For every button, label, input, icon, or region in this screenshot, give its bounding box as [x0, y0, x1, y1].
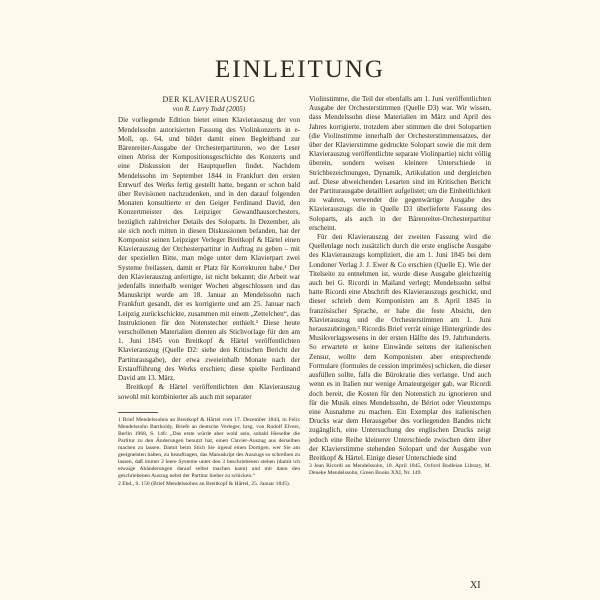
- footnote-divider: [118, 412, 158, 413]
- paragraph: Die vorliegende Edition bietet einen Klavierauszug der von Mendelssohn autorisierten Fassung des Violinkonzerts in e-Moll, op. 64, und bildet damit einen Begleitband zur Bärenreiter-Ausgabe der Orchesterpartituren, wo der Leser einen Abriss der Kompositionsgeschichte des Konzerts und eine Diskussion der Hauptquellen findet. Nachdem Mendelssohn im September 1844 in Frankfurt den ersten Entwurf des Werks fertig gestellt hatte, begann er schon bald über Revisionen nachzudenken, und in den darauf folgenden Monaten konsultierte er den Geiger Ferdinand David, den Konzertmeister des Leipziger Gewandhausorchesters, bezüglich zahlreicher Details des Soloparts. In Dezember, als sie sich noch mitten in diesen Diskussionen befanden, hat der Komponist seinen Leipziger Verleger Breitkopf & Härtel einen Klavierauszug der Orchesterpartitur in Auftrag zu geben – mit der speziellen Bitte, man möge unter dem Klavierpart zwei Systeme freilassen, damit er Platz für Korrekturen habe.¹ Der den Klavierauszug anfertigte, ist nicht bekannt; die Arbeit war jedenfalls innerhalb weniger Wochen abgeschlossen und das Manuskript wurde am 18. Januar an Mendelssohn nach Frankfurt gesandt, der es korrigierte und am 25. Januar nach Leipzig zurückschickte, zusammen mit einem „Zettelchen“, das Instruktionen für den Notenstecher enthielt.² Diese heute verschollenen Materialien dienten als Stichvorlage für den am 1. Juni 1845 von Breitkopf & Härtel veröffentlichten Klavierauszug (Quelle D2: siehe den Kritischen Bericht der Partiturausgabe), der etwa zweieinhalb Monate nach der Erstaufführung des Werks erschien; diese spielte Ferdinand David am 13. März.: [118, 116, 300, 383]
- author-byline: von R. Larry Todd (2005): [172, 105, 246, 114]
- footnote: 3 Jean Ricordi an Mendelssohn, 18. April 1845, Oxford Bodleian Library, M. Deneke Mendelssohn, Green Books XXI, Nr. 149.: [309, 463, 491, 477]
- paragraph: Für den Klavierauszug der zweiten Fassung wird die Quellenlage noch zusätzlich durch die erste englische Ausgabe des Klavierauszugs kompliziert, die am 1. Juni 1845 bei dem Londoner Verlag J. J. Ewer & Co erschien (Quelle E). Wie der Titelseite zu entnehmen ist, wurde diese Ausgabe gleichzeitig auch bei G. Ricordi in Mailand verlegt; Mendelssohn selbst hatte Ricordi eine Abschrift des Klavierauszugs geschickt, und dieser schrieb dem Komponisten am 8. April 1845 in französischer Sprache, er habe die feste Absicht, den Klavierauszug und die Orchesterstimmen am 1. Juni herauszubringen.³ Ricordis Brief verrät einige Hintergründe des Musikverlagswesens in der ersten Hälfte des 19. Jahrhunderts. So erwartete er keine Einwände seitens der italienischen Zensur, wollte dem Komponisten aber entsprechende Formulare (formules de cession imprimées) schicken, die dieser ausfüllen sollte, falls die Bürokratie dies verlange. Und auch wenn es in Italien nur wenige Amateurgeiger gab, war Ricordi doch bereit, die Kosten für den Notenstich zu ignorieren und für die Musik eines Mendelssohn, de Bériot oder Vieuxtemps eine Ausnahme zu machen. Ein Exemplar des italienischen Drucks war dem Herausgeber des vorliegenden Bandes nicht zugänglich, eine Untersuchung des englischen Drucks zeigt jedoch eine Reihe kleinerer Unterschiede zwischen dem über der Klavierstimme stehenden Solopart und der Ausgabe von Breitkopf & Härtel. Einige dieser Unterschiede sind: [309, 233, 491, 462]
- right-column: [309, 95, 491, 477]
- footnote: 1 Brief Mendelssohns an Breitkopf & Härtel vom 17. Dezember 1844, in Felix Mendelssohn Bartholdy, Briefe an deutsche Verleger, hrsg. von Rudolf Elvers, Berlin 1968, S. 146: „Das erste würde aber wohl sein, sobald Hieselbe die Partitur zu den Änderungen benutzt hat, einen Clavier-Auszug aus derselben machen zu lassen. Damit beim Stich Sie irgend einen Dortigen, wer Sie am geeignetsten halten, zu beauftragen, das Manuskript des Auszugs so schreiben zu lassen, daß immer 2 leere Systeme unter den 3 beschriebenen stehen (damit ich etwaige Abänderungen darauf selbst machen kann) und mir dann den geschriebenen Auszug nebst der Partitur hieher zu schicken.“: [118, 416, 300, 480]
- left-column: [118, 95, 300, 488]
- page-title: EINLEITUNG: [215, 56, 385, 83]
- section-heading: DER KLAVIERAUSZUG: [162, 95, 256, 104]
- page-number: XI: [470, 580, 481, 591]
- paragraph: Breitkopf & Härtel veröffentlichten den Klavierauszug sowohl mit kombinierter als auch mit separater: [118, 383, 300, 401]
- footnote: 2 Ebd., S. 150 (Brief Mendelssohns an Breitkopf & Härtel, 25. Januar 1845).: [118, 480, 291, 487]
- paragraph: Violinstimme, die Teil der ebenfalls am 1. Juni veröffentlichten Ausgabe der Orchesterstimmen (Quelle D3) war. Wir wissen, dass Mendelssohn diese Materialien im März und April des Jahres korrigierte, trotzdem aber stimmen die drei Solopartien (die Violinstimme innerhalb der Orchesterstimmensatzes, der über der Klavierstimme gedruckte Solopart sowie die mit dem Klavierauszug veröffentlichte separate Violinpartie) nicht völlig überein, sondern weisen kleinere Unterschiede in Strichbezeichnungen, Dynamik, Artikulation und dergleichen auf. Diese abweichenden Lesarten sind im Kritischen Bericht der Partiturausgabe detailliert aufgelistet; um die Einheitlichkeit zu wahren, verwendet die gegenwärtige Ausgabe des Klavierauszugs die in Quelle D3 überlieferte Fassung des Soloparts, als auch in der Bärenreiter-Orchesterpartitur erscheint.: [309, 95, 492, 232]
